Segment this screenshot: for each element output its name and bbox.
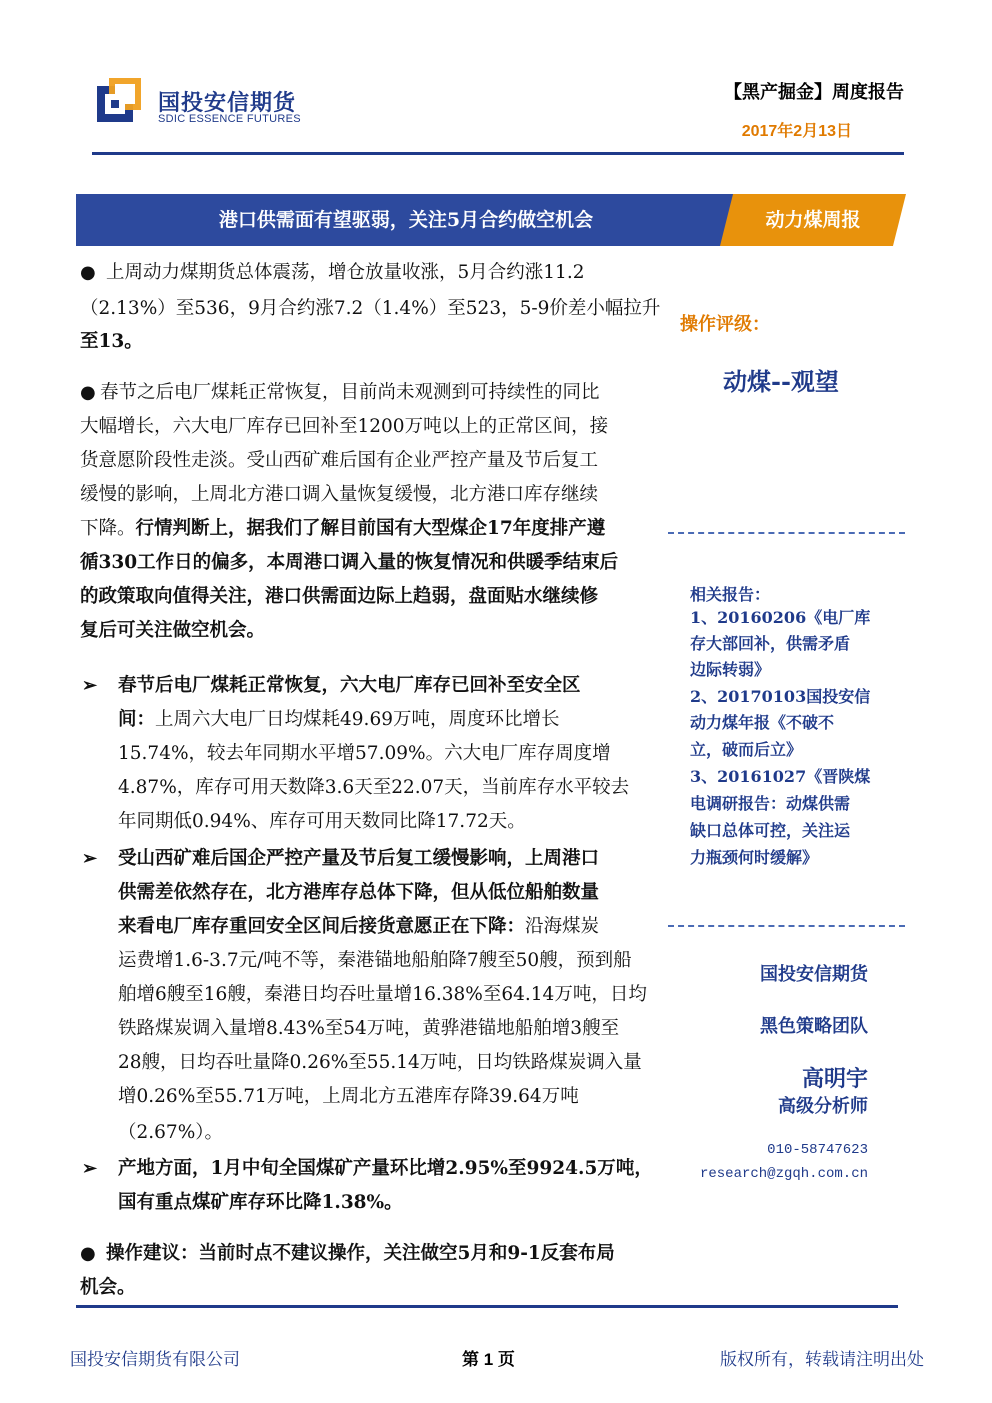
bullet-line: 4.87%，库存可用天数降3.6天至22.07天，当前库存水平较去: [118, 777, 630, 798]
analysis-line: 缓慢的影响，上周北方港口调入量恢复缓慢，北方港口库存继续: [80, 484, 599, 505]
related-reports-title: 相关报告：: [690, 585, 771, 604]
sidebar-divider: [668, 925, 905, 927]
summary-line: （2.13%）至536，9月合约涨7.2（1.4%）至523，5-9价差小幅拉升: [80, 298, 661, 319]
bullet-line: 受山西矿难后国企严控产量及节后复工缓慢影响，上周港口: [118, 848, 600, 869]
bullet-line: 年同期低0.94%、库存可用天数同比降17.72天。: [118, 811, 526, 832]
footer-company: 国投安信期货有限公司: [70, 1350, 240, 1370]
header-divider: [92, 152, 904, 155]
analysis-line: 下降。行情判断上，据我们了解目前国有大型煤企17年度排产遵: [80, 518, 606, 539]
sidebar-divider: [668, 532, 905, 534]
analyst-title: 高级分析师: [778, 1096, 868, 1117]
sidebar-company: 国投安信期货: [760, 964, 868, 985]
arrow-bullet-icon: ➢: [82, 1158, 98, 1179]
summary-line: 上周动力煤期货总体震荡，增仓放量收涨，5月合约涨11.2: [106, 262, 585, 283]
sidebar-team: 黑色策略团队: [760, 1016, 868, 1037]
related-report-line: 1、20160206《电厂库: [690, 608, 871, 627]
related-report-line: 立，破而后立》: [690, 740, 803, 759]
bullet-line: 28艘，日均吞吐量降0.26%至55.14万吨，日均铁路煤炭调入量: [118, 1052, 642, 1073]
bullet-line: 春节后电厂煤耗正常恢复，六大电厂库存已回补至安全区: [118, 675, 581, 696]
related-report-line: 边际转弱》: [690, 660, 771, 679]
rating-label: 操作评级：: [680, 314, 770, 335]
related-report-line: 动力煤年报《不破不: [690, 713, 835, 732]
page-number: 第 1 页: [462, 1350, 515, 1369]
bullet-line: 来看电厂库存重回安全区间后接货意愿正在下降：沿海煤炭: [118, 916, 600, 937]
arrow-bullet-icon: ➢: [82, 848, 98, 869]
analysis-line: 货意愿阶段性走淡。受山西矿难后国有企业严控产量及节后复工: [80, 450, 599, 471]
logo-company-name-en: SDIC ESSENCE FUTURES: [158, 113, 301, 125]
arrow-bullet-icon: ➢: [82, 675, 98, 696]
bullet-line: 15.74%，较去年同期水平增57.09%。六大电厂库存周度增: [118, 743, 611, 764]
summary-line: 至13。: [80, 331, 143, 352]
footer-copyright: 版权所有，转载请注明出处: [720, 1350, 924, 1370]
bullet-line: 增0.26%至55.71万吨，上周北方五港库存降39.64万吨: [118, 1086, 579, 1107]
bullet-line: 供需差依然存在，北方港库存总体下降，但从低位船舶数量: [118, 882, 600, 903]
analysis-line: 大幅增长，六大电厂库存已回补至1200万吨以上的正常区间，接: [80, 416, 609, 437]
bullet-line: 产地方面，1月中旬全国煤矿产量环比增2.95%至9924.5万吨，: [118, 1158, 653, 1179]
contact-phone: 010-58747623: [767, 1142, 868, 1158]
recommendation-line: 操作建议：当前时点不建议操作，关注做空5月和9-1反套布局: [106, 1243, 615, 1264]
related-report-line: 3、20161027《晋陕煤: [690, 767, 871, 786]
bullet-line: （2.67%）。: [118, 1122, 224, 1143]
footer-divider: [76, 1305, 898, 1308]
rating-value: 动煤--观望: [723, 367, 839, 396]
bullet-dot-icon: ●: [80, 382, 96, 403]
related-report-line: 2、20170103国投安信: [690, 687, 871, 706]
bullet-line: 运费增1.6-3.7元/吨不等，秦港锚地船舶降7艘至50艘，预到船: [118, 950, 632, 971]
logo-company-name: 国投安信期货: [158, 91, 297, 116]
bullet-line: 铁路煤炭调入量增8.43%至54万吨，黄骅港锚地船舶增3艘至: [118, 1018, 620, 1039]
company-logo-icon: [97, 78, 141, 122]
related-report-line: 电调研报告：动煤供需: [690, 794, 851, 813]
analysis-line: 春节之后电厂煤耗正常恢复，目前尚未观测到可持续性的同比: [100, 382, 600, 403]
analysis-line: 的政策取向值得关注，港口供需面边际上趋弱，盘面贴水继续修: [80, 586, 599, 607]
report-date: 2017年2月13日: [741, 123, 852, 140]
analysis-line: 复后可关注做空机会。: [80, 620, 266, 641]
bullet-line: 间：上周六大电厂日均煤耗49.69万吨，周度环比增长: [118, 709, 560, 730]
recommendation-line: 机会。: [80, 1277, 136, 1298]
related-report-line: 力瓶颈何时缓解》: [690, 848, 819, 867]
bullet-line: 舶增6艘至16艘，秦港日均吞吐量增16.38%至64.14万吨，日均: [118, 984, 647, 1005]
report-type: 【黑产掘金】周度报告: [724, 82, 904, 103]
bullet-line: 国有重点煤矿库存环比降1.38%。: [118, 1192, 403, 1213]
bullet-dot-icon: ●: [80, 1243, 96, 1264]
analyst-name: 高明宇: [801, 1067, 868, 1092]
related-report-line: 存大部回补，供需矛盾: [690, 634, 851, 653]
analysis-line: 循330工作日的偏多，本周港口调入量的恢复情况和供暖季结束后: [80, 552, 619, 573]
bullet-dot-icon: ●: [80, 262, 96, 283]
contact-email: research@zgqh.com.cn: [699, 1166, 868, 1182]
report-category: 动力煤周报: [765, 209, 861, 231]
related-report-line: 缺口总体可控，关注运: [690, 821, 851, 840]
report-title: 港口供需面有望驱弱，关注5月合约做空机会: [218, 209, 594, 231]
